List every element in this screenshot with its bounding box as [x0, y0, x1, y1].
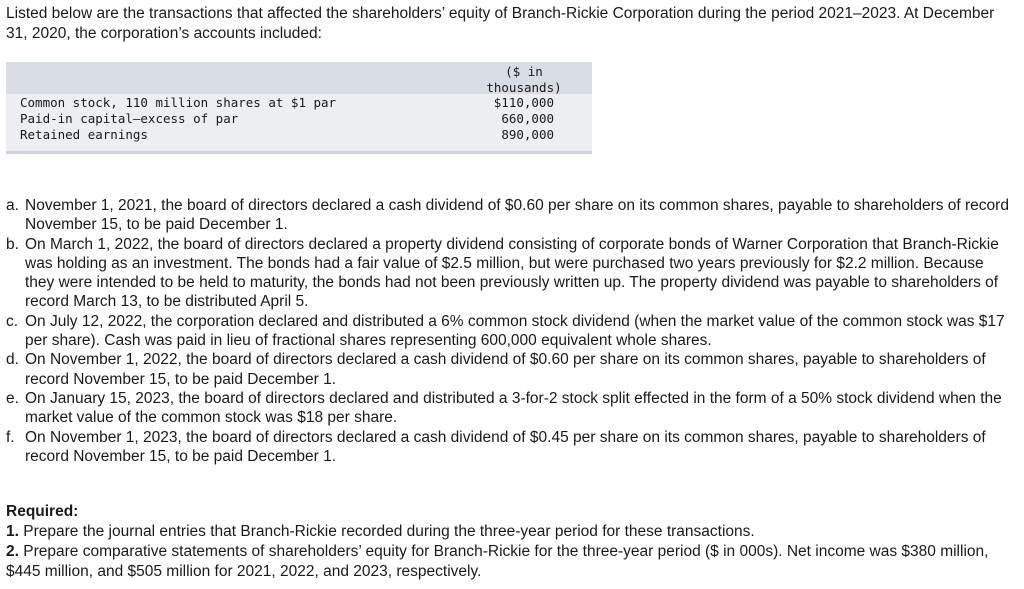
transaction-text: November 1, 2021, the board of directors declared a cash dividend of $0.60 per share on its common shares, payable to shareholders of record November 15, to be paid December 1.: [25, 197, 1009, 234]
column-header-line-1: ($ in: [505, 64, 543, 79]
transactions-list: [6, 196, 1016, 466]
transaction-marker: c.: [6, 312, 19, 330]
transaction-marker: d.: [6, 351, 19, 369]
transaction-a: [6, 196, 1016, 235]
transaction-c: [6, 312, 1016, 351]
transaction-marker: a.: [6, 197, 19, 214]
required-item-number: 1.: [6, 523, 19, 540]
row-label-common-stock: Common stock, 110 million shares at $1 par: [20, 95, 337, 110]
required-item-1: [6, 522, 1016, 542]
transaction-marker: e.: [6, 389, 19, 407]
transaction-text: On July 12, 2022, the corporation declared and distributed a 6% common stock dividend (when the market value of the common stock was $17 per share). Cash was paid in lieu of fractional shares representing 600,000 equivalent whole shares.: [25, 312, 1005, 350]
transaction-e: [6, 389, 1016, 428]
transaction-marker: f.: [6, 428, 15, 446]
required-heading: Required:: [6, 503, 79, 520]
row-value-paid-in-capital: 660,000: [501, 111, 554, 126]
row-value-common-stock: $110,000: [493, 95, 554, 110]
accounts-table: [6, 62, 592, 154]
row-label-retained-earnings: Retained earnings: [20, 127, 148, 142]
required-item-text: Prepare comparative statements of shareholders’ equity for Branch-Rickie for the three-year period ($ in 000s). Net income was $380 million, $445 million, and $505 million for 2021, 2022, and 2023, respectively.: [6, 543, 989, 580]
transaction-text: On March 1, 2022, the board of directors declared a property dividend consisting of corporate bonds of Warner Corporation that Branch-Rickie was holding as an investment. The bonds had a fair value of $2.5 million, but were purchased two years previously for $2.2 million. Because they were intended to be held to maturity, the bonds had not been previously written up. The property dividend was payable to shareholders of record March 13, to be distributed April 5.: [25, 235, 999, 311]
row-label-paid-in-capital: Paid-in capital—excess of par: [20, 111, 239, 126]
column-header: [474, 64, 574, 96]
row-value-retained-earnings: 890,000: [501, 127, 554, 142]
transaction-text: On November 1, 2023, the board of directors declared a cash dividend of $0.45 per share on its common shares, payable to shareholders of record November 15, to be paid December 1.: [25, 428, 986, 465]
transaction-text: On November 1, 2022, the board of directors declared a cash dividend of $0.60 per share on its common shares, payable to shareholders of record November 15, to be paid December 1.: [25, 351, 986, 388]
transaction-f: [6, 428, 1016, 467]
intro-paragraph: Listed below are the transactions that affected the shareholders’ equity of Branch-Rickie Corporation during the period 2021–2023. At December 31, 2020, the corporation’s accounts included:: [6, 5, 995, 42]
column-header-line-2: thousands): [486, 80, 562, 95]
transaction-marker: b.: [6, 235, 19, 253]
required-item-number: 2.: [6, 543, 19, 560]
transaction-text: On January 15, 2023, the board of directors declared and distributed a 3-for-2 stock split effected in the form of a 50% stock dividend when the market value of the common stock was $18 per share.: [25, 389, 1002, 427]
transaction-d: [6, 350, 1016, 389]
transaction-b: [6, 235, 1016, 312]
required-item-text: Prepare the journal entries that Branch-Rickie recorded during the three-year period for these transactions.: [18, 523, 755, 540]
required-item-2: [6, 542, 1016, 582]
required-section: [6, 502, 1016, 582]
